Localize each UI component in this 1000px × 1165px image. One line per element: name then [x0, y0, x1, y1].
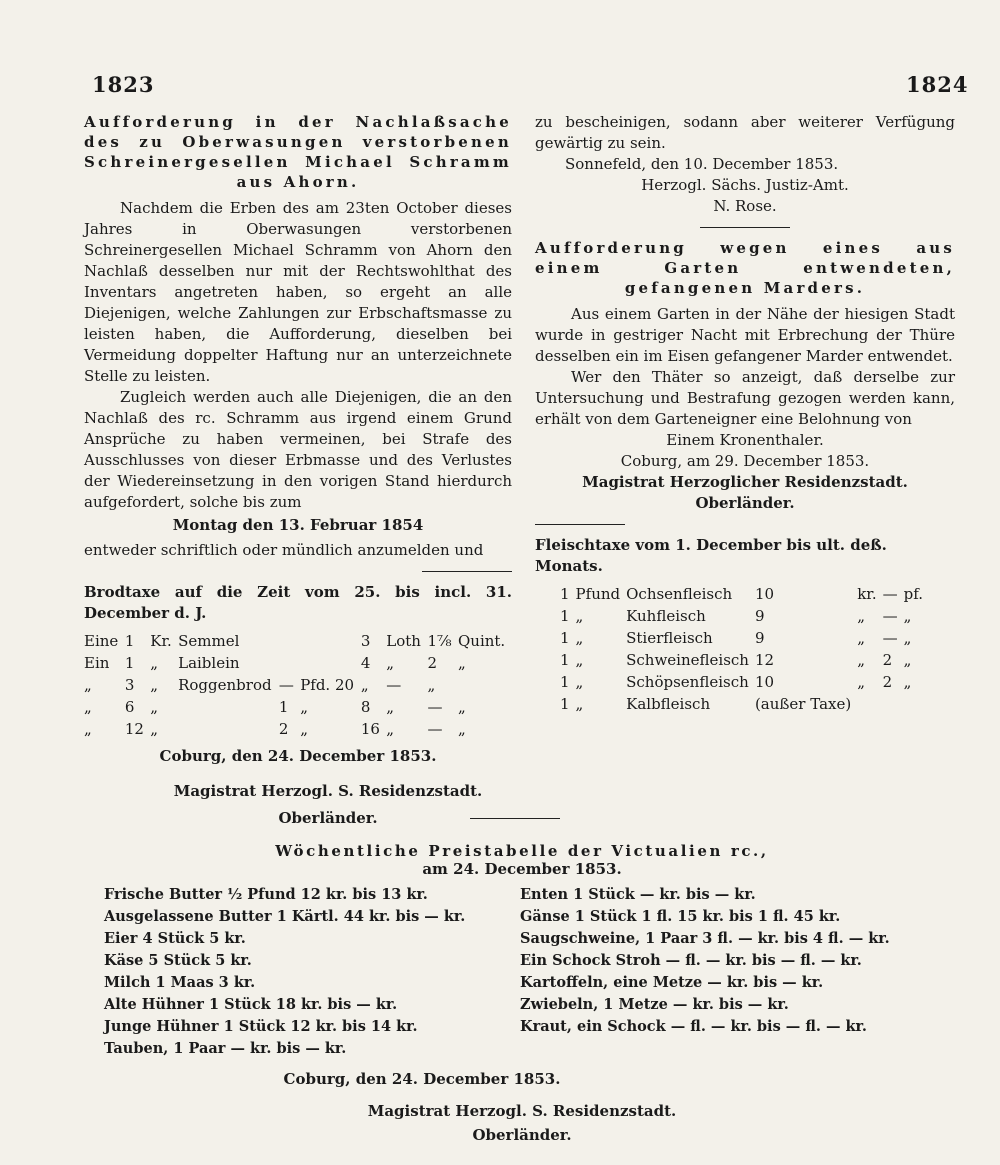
- brodtaxe-row-cell: „: [84, 698, 92, 716]
- brodtaxe-row-cell: —: [278, 676, 294, 694]
- brodtaxe-heading: Brodtaxe auf die Zeit vom 25. bis incl. 31. December d. J.: [84, 583, 512, 622]
- brodtaxe-row: [84, 718, 512, 740]
- victualien-item: Milch 1 Maas 3 kr.: [104, 974, 256, 991]
- brodtaxe-row: [84, 630, 512, 652]
- fleischtaxe-row-cell: „: [903, 673, 912, 691]
- notice2-heading: Aufforderung wegen eines aus einem Garten entwendeten, gefangenen Marders.: [535, 239, 955, 297]
- fleischtaxe-row-cell: —: [882, 629, 898, 647]
- fleischtaxe-row-cell: „: [575, 651, 584, 669]
- brodtaxe-row-cell: —: [427, 698, 443, 716]
- fleischtaxe-row-cell: Kuhfleisch: [626, 607, 706, 625]
- brodtaxe-row-cell: 1: [124, 654, 135, 672]
- fleischtaxe-row-cell: pf.: [903, 585, 923, 603]
- brodtaxe-row-cell: Roggenbrod: [178, 676, 272, 694]
- brodtaxe-row-cell: Kr.: [150, 632, 172, 650]
- brodtaxe-row-cell: 8: [360, 698, 371, 716]
- notice2-signature: Oberländer.: [695, 494, 795, 512]
- fleischtaxe-row-cell: [883, 693, 904, 715]
- notice1-para1: Nachdem die Erben des am 23ten October dieses Jahres in Oberwasungen verstorbenen Schreinergesellen Michael Schramm von Ahorn den Nachlaß desselben nur mit der Rechtswohlthat des Inventars angetreten haben, so ergeht an alle Diejenigen, welche Zahlungen zur Erbschaftsmasse zu leisten haben, die Aufforderung, dieselben bei Vermeidung doppelter Haftung nur an unterzeichnete Stelle zu leisten.: [84, 199, 512, 385]
- fleischtaxe-row-cell: „: [575, 629, 584, 647]
- fleischtaxe-row-cell: kr.: [857, 585, 877, 603]
- victualien-item: Enten 1 Stück — kr. bis — kr.: [520, 886, 756, 903]
- brodtaxe-row-cell: „: [84, 676, 92, 694]
- brodtaxe-row-cell: „: [457, 654, 466, 672]
- brodtaxe-row-cell: [178, 718, 279, 740]
- brodtaxe-row-cell: „: [84, 720, 92, 738]
- brodtaxe-row-cell: [279, 630, 300, 652]
- fleischtaxe-row-cell: 10: [754, 673, 775, 691]
- fleischtaxe-row: [560, 627, 929, 649]
- fleischtaxe-row-cell: „: [575, 695, 584, 713]
- fleischtaxe-row-cell: 1: [560, 629, 570, 647]
- victualien-item: Zwiebeln, 1 Metze — kr. bis — kr.: [520, 996, 789, 1013]
- fleischtaxe-row-cell: Pfund: [575, 585, 621, 603]
- fleischtaxe-row-cell: [857, 693, 882, 715]
- fleischtaxe-row-cell: —: [882, 585, 898, 603]
- divider: [470, 818, 560, 819]
- brodtaxe-row-cell: „: [386, 654, 395, 672]
- brodtaxe-signature: Oberländer.: [278, 809, 378, 827]
- fleischtaxe-row: [560, 671, 929, 693]
- fleischtaxe-heading: Fleischtaxe vom 1. December bis ult. deß. Monats.: [535, 536, 887, 575]
- brodtaxe-row-cell: [300, 630, 361, 652]
- fleischtaxe-row: [560, 583, 929, 605]
- fleischtaxe-row-cell: 1: [560, 651, 570, 669]
- victualien-section: [84, 842, 960, 1144]
- victualien-item: Frische Butter ½ Pfund 12 kr. bis 13 kr.: [104, 886, 428, 903]
- brodtaxe-row-cell: —: [386, 676, 402, 694]
- fleischtaxe-row-cell: 1: [560, 673, 570, 691]
- brodtaxe-table: [84, 630, 512, 740]
- fleischtaxe-row-cell: „: [903, 629, 912, 647]
- fleischtaxe-row-cell: [904, 693, 929, 715]
- fleischtaxe-row-cell: „: [903, 651, 912, 669]
- divider: [535, 524, 625, 525]
- brodtaxe-row-cell: [178, 696, 279, 718]
- fleischtaxe-row-cell: 2: [882, 651, 893, 669]
- notice1-place-date: Sonnefeld, den 10. December 1853.: [565, 155, 839, 173]
- notice2-para2: Wer den Thäter so anzeigt, daß derselbe zur Untersuchung und Bestrafung gezogen werden kann, erhält von dem Garteneigner eine Belohnung von: [535, 368, 955, 428]
- right-column: [535, 112, 955, 715]
- brodtaxe-row-cell: —: [427, 720, 443, 738]
- brodtaxe-row-cell: Loth: [386, 632, 421, 650]
- victualien-item: Eier 4 Stück 5 kr.: [104, 930, 246, 947]
- fleischtaxe-row-cell: „: [575, 673, 584, 691]
- notice1-para3: entweder schriftlich oder mündlich anzumelden und: [84, 541, 484, 559]
- brodtaxe-row-cell: 16: [360, 720, 380, 738]
- brodtaxe-authority: Magistrat Herzogl. S. Residenzstadt.: [173, 782, 483, 800]
- fleischtaxe-row-cell: 1: [560, 695, 570, 713]
- victualien-item: Ein Schock Stroh — fl. — kr. bis — fl. — kr.: [520, 952, 862, 969]
- fleischtaxe-table: [560, 583, 929, 715]
- divider: [422, 571, 512, 572]
- victualien-item: Junge Hühner 1 Stück 12 kr. bis 14 kr.: [104, 1018, 418, 1035]
- victualien-right-list: [520, 884, 960, 1060]
- brodtaxe-row-cell: [279, 652, 300, 674]
- notice1-deadline: Montag den 13. Februar 1854: [172, 516, 424, 534]
- fleischtaxe-row-cell: Ochsenfleisch: [626, 585, 733, 603]
- victualien-authority: Magistrat Herzogl. S. Residenzstadt.: [367, 1102, 677, 1120]
- fleischtaxe-row-cell: 10: [754, 585, 775, 603]
- fleischtaxe-row-cell: 9: [754, 629, 765, 647]
- notice2-reward: Einem Kronenthaler.: [666, 431, 824, 449]
- fleischtaxe-row-cell: (außer Taxe): [754, 695, 852, 713]
- brodtaxe-row-cell: „: [150, 698, 159, 716]
- fleischtaxe-row-cell: „: [857, 629, 865, 647]
- notice1-continuation: zu bescheinigen, sodann aber weiterer Verfügung gewärtig zu sein.: [535, 113, 955, 152]
- fleischtaxe-row-cell: „: [857, 651, 865, 669]
- brodtaxe-row-cell: „: [150, 720, 159, 738]
- brodtaxe-row-cell: 2: [278, 720, 289, 738]
- brodtaxe-row-cell: „: [427, 676, 436, 694]
- brodtaxe-row-cell: „: [150, 676, 159, 694]
- divider: [700, 227, 790, 228]
- victualien-item: Tauben, 1 Paar — kr. bis — kr.: [104, 1040, 347, 1057]
- fleischtaxe-row-cell: 1: [560, 585, 570, 603]
- fleischtaxe-row: [560, 649, 929, 671]
- brodtaxe-row: [84, 674, 512, 696]
- brodtaxe-row-cell: 3: [360, 632, 371, 650]
- brodtaxe-row-cell: 4: [360, 654, 371, 672]
- victualien-signature: Oberländer.: [472, 1126, 572, 1144]
- brodtaxe-row-cell: 1⅞: [427, 632, 452, 650]
- left-column: [84, 112, 512, 829]
- notice1-office: Herzogl. Sächs. Justiz-Amt.: [641, 176, 849, 194]
- fleischtaxe-row-cell: Kalbfleisch: [626, 695, 711, 713]
- brodtaxe-row-cell: 2: [427, 654, 438, 672]
- victualien-heading: Wöchentliche Preistabelle der Victualien rc.,: [275, 842, 769, 860]
- fleischtaxe-row-cell: 9: [754, 607, 765, 625]
- brodtaxe-row-cell: „: [386, 720, 395, 738]
- brodtaxe-row-cell: Ein: [84, 654, 110, 672]
- brodtaxe-row: [84, 696, 512, 718]
- fleischtaxe-row-cell: „: [857, 673, 865, 691]
- notice1-signature: N. Rose.: [713, 197, 777, 215]
- brodtaxe-row-cell: „: [300, 698, 308, 716]
- fleischtaxe-row-cell: Schöpsenfleisch: [626, 673, 749, 691]
- notice2-place-date: Coburg, am 29. December 1853.: [620, 452, 870, 470]
- victualien-item: Kartoffeln, eine Metze — kr. bis — kr.: [520, 974, 824, 991]
- brodtaxe-row-cell: 1: [124, 632, 135, 650]
- brodtaxe-row-cell: 6: [124, 698, 135, 716]
- fleischtaxe-row-cell: Schweinefleisch: [626, 651, 749, 669]
- brodtaxe-row-cell: 3: [124, 676, 135, 694]
- brodtaxe-row-cell: [458, 674, 512, 696]
- victualien-left-list: [84, 884, 514, 1060]
- fleischtaxe-row-cell: 1: [560, 607, 570, 625]
- victualien-item: Käse 5 Stück 5 kr.: [104, 952, 252, 969]
- brodtaxe-row-cell: Eine: [84, 632, 119, 650]
- fleischtaxe-row-cell: 2: [882, 673, 893, 691]
- fleischtaxe-row-cell: 12: [754, 651, 775, 669]
- brodtaxe-row-cell: Quint.: [457, 632, 506, 650]
- fleischtaxe-row-cell: Stierfleisch: [626, 629, 713, 647]
- notice1-para2: Zugleich werden auch alle Diejenigen, die an den Nachlaß des rc. Schramm aus irgend einem Grund Ansprüche zu haben vermeinen, bei Strafe des Ausschlusses von dieser Erbmasse und des Verlustes der Wiedereinsetzung in den vorigen Stand hierdurch aufgefordert, solche bis zum: [84, 388, 512, 511]
- victualien-item: Saugschweine, 1 Paar 3 fl. — kr. bis 4 fl. — kr.: [520, 930, 890, 947]
- brodtaxe-row-cell: „: [360, 676, 369, 694]
- fleischtaxe-row-cell: —: [882, 607, 898, 625]
- victualien-item: Gänse 1 Stück 1 fl. 15 kr. bis 1 fl. 45 kr.: [520, 908, 841, 925]
- victualien-item: Alte Hühner 1 Stück 18 kr. bis — kr.: [104, 996, 398, 1013]
- brodtaxe-row-cell: „: [457, 698, 466, 716]
- page-number-right: 1824: [906, 72, 969, 97]
- brodtaxe-row-cell: Semmel: [178, 632, 240, 650]
- fleischtaxe-row: [560, 605, 929, 627]
- page-number-left: 1823: [92, 72, 155, 97]
- brodtaxe-place-date: Coburg, den 24. December 1853.: [159, 747, 437, 765]
- victualien-place-date: Coburg, den 24. December 1853.: [283, 1070, 561, 1088]
- brodtaxe-row-cell: „: [457, 720, 466, 738]
- brodtaxe-row-cell: „: [300, 720, 308, 738]
- fleischtaxe-row-cell: „: [575, 607, 584, 625]
- victualien-item: Kraut, ein Schock — fl. — kr. bis — fl. — kr.: [520, 1018, 867, 1035]
- brodtaxe-row-cell: 1: [278, 698, 289, 716]
- victualien-subheading: am 24. December 1853.: [422, 860, 622, 878]
- brodtaxe-row-cell: Laiblein: [178, 654, 240, 672]
- brodtaxe-row-cell: [300, 652, 361, 674]
- notice2-para1: Aus einem Garten in der Nähe der hiesigen Stadt wurde in gestriger Nacht mit Erbrechung der Thüre desselben ein im Eisen gefangener Marder entwendet.: [535, 305, 955, 365]
- victualien-item: Ausgelassene Butter 1 Kärtl. 44 kr. bis — kr.: [104, 908, 466, 925]
- notice1-heading: Aufforderung in der Nachlaßsache des zu Oberwasungen verstorbenen Schreinergesellen Michael Schramm aus Ahorn.: [84, 113, 512, 191]
- brodtaxe-row-cell: „: [386, 698, 395, 716]
- notice2-authority: Magistrat Herzoglicher Residenzstadt.: [582, 473, 908, 491]
- fleischtaxe-row-cell: „: [857, 607, 865, 625]
- brodtaxe-row: [84, 652, 512, 674]
- brodtaxe-row-cell: „: [150, 654, 159, 672]
- fleischtaxe-row: [560, 693, 929, 715]
- fleischtaxe-row-cell: „: [903, 607, 912, 625]
- brodtaxe-row-cell: 12: [124, 720, 144, 738]
- brodtaxe-row-cell: Pfd. 20: [300, 676, 355, 694]
